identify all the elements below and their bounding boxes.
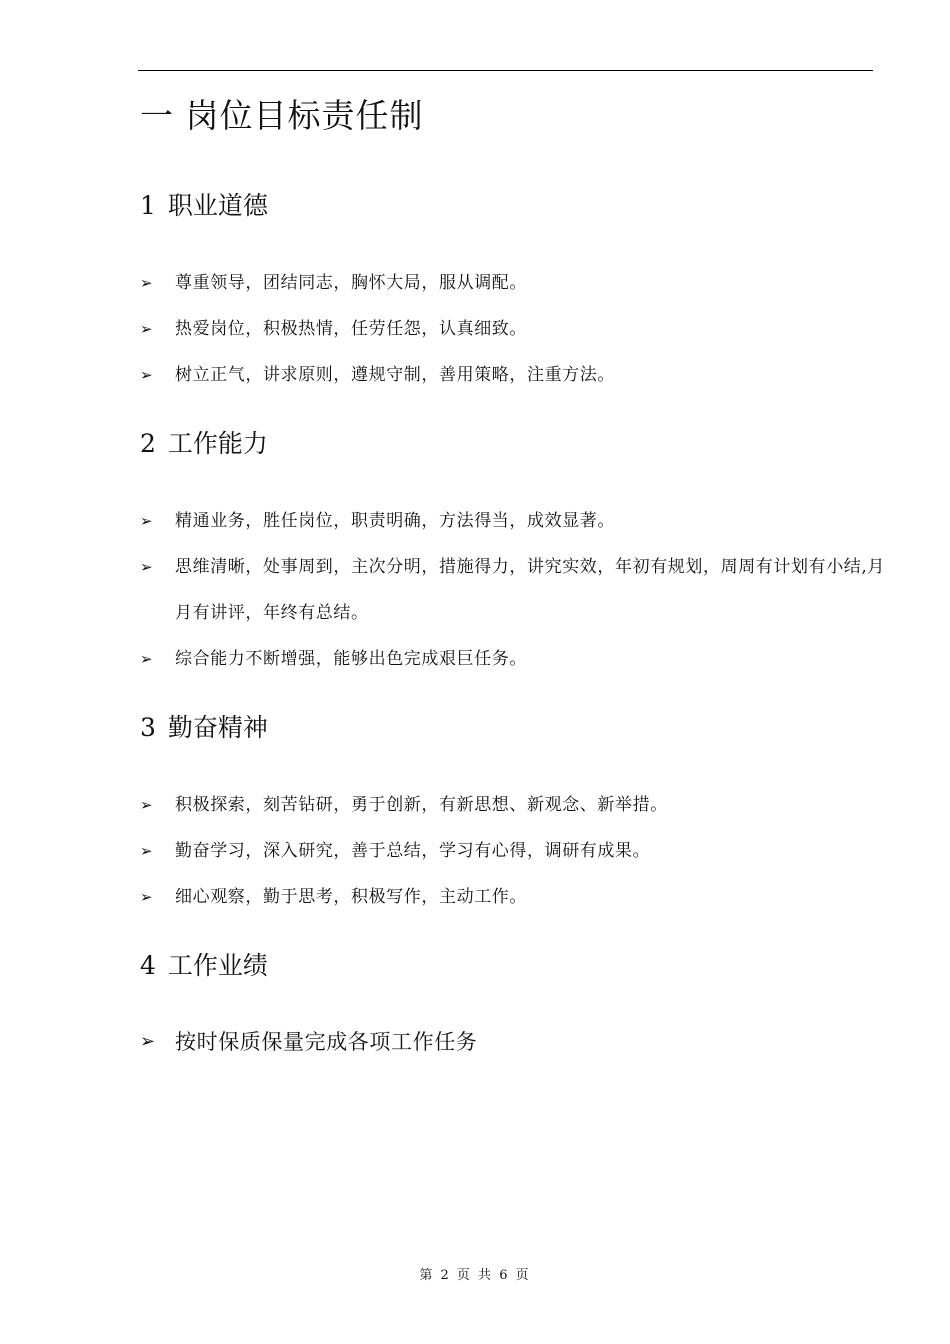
- section-heading: [140, 710, 268, 746]
- arrowhead-bullet-icon: ➢: [140, 274, 153, 292]
- list-item: [140, 306, 890, 352]
- list-item: [140, 874, 890, 920]
- list-item-text: 精通业务，胜任岗位，职责明确，方法得当，成效显著。: [175, 511, 615, 531]
- arrowhead-bullet-icon: ➢: [140, 650, 153, 668]
- arrowhead-bullet-icon: ➢: [140, 558, 153, 576]
- section-title: 工作业绩: [167, 951, 268, 980]
- header-rule: [138, 70, 873, 71]
- arrowhead-bullet-icon: ➢: [140, 842, 153, 860]
- section-title: 职业道德: [167, 191, 268, 220]
- list-item-text: 按时保质保量完成各项工作任务: [175, 1030, 478, 1054]
- section-number: 3: [140, 713, 156, 742]
- page-title: 一 岗位目标责任制: [140, 96, 424, 135]
- list-item: [140, 828, 890, 874]
- list-item-text: 尊重领导，团结同志，胸怀大局，服从调配。: [175, 273, 527, 293]
- list-item-text: 热爱岗位，积极热情，任劳任怨，认真细致。: [175, 319, 527, 339]
- arrowhead-bullet-icon: ➢: [140, 512, 153, 530]
- section-title: 工作能力: [167, 429, 268, 458]
- list-item-text: 积极探索，刻苦钻研，勇于创新，有新思想、新观念、新举措。: [175, 795, 668, 815]
- section-heading: [140, 188, 268, 224]
- list-item: [140, 1024, 890, 1060]
- list-item: [140, 260, 890, 306]
- list-item-text: 细心观察，勤于思考，积极写作，主动工作。: [175, 887, 527, 907]
- section-heading: [140, 426, 268, 462]
- list-item-text: 思维清晰，处事周到，主次分明，措施得力，讲究实效，年初有规划，周周有计划有小结,月月有讲评，年终有总结。: [175, 557, 886, 623]
- section-number: 2: [140, 429, 156, 458]
- list-item: [140, 782, 890, 828]
- arrowhead-bullet-icon: ➢: [140, 888, 153, 906]
- section-number: 1: [140, 191, 156, 220]
- list-item: [140, 544, 890, 636]
- section-title: 勤奋精神: [167, 713, 268, 742]
- list-item-text: 树立正气，讲求原则，遵规守制，善用策略，注重方法。: [175, 365, 615, 385]
- list-item: [140, 352, 890, 398]
- list-item-text: 综合能力不断增强，能够出色完成艰巨任务。: [175, 649, 527, 669]
- page-number-footer: 第 2 页 共 6 页: [419, 1268, 531, 1283]
- arrowhead-bullet-icon: ➢: [140, 366, 153, 384]
- arrowhead-bullet-icon: ➢: [140, 796, 153, 814]
- list-item: [140, 636, 890, 682]
- list-item-text: 勤奋学习，深入研究，善于总结，学习有心得，调研有成果。: [175, 841, 651, 861]
- list-item: [140, 498, 890, 544]
- arrowhead-bullet-icon: ➢: [140, 320, 153, 338]
- section-number: 4: [140, 951, 156, 980]
- section-heading: [140, 948, 268, 984]
- arrowhead-bullet-icon: ➢: [140, 1031, 156, 1052]
